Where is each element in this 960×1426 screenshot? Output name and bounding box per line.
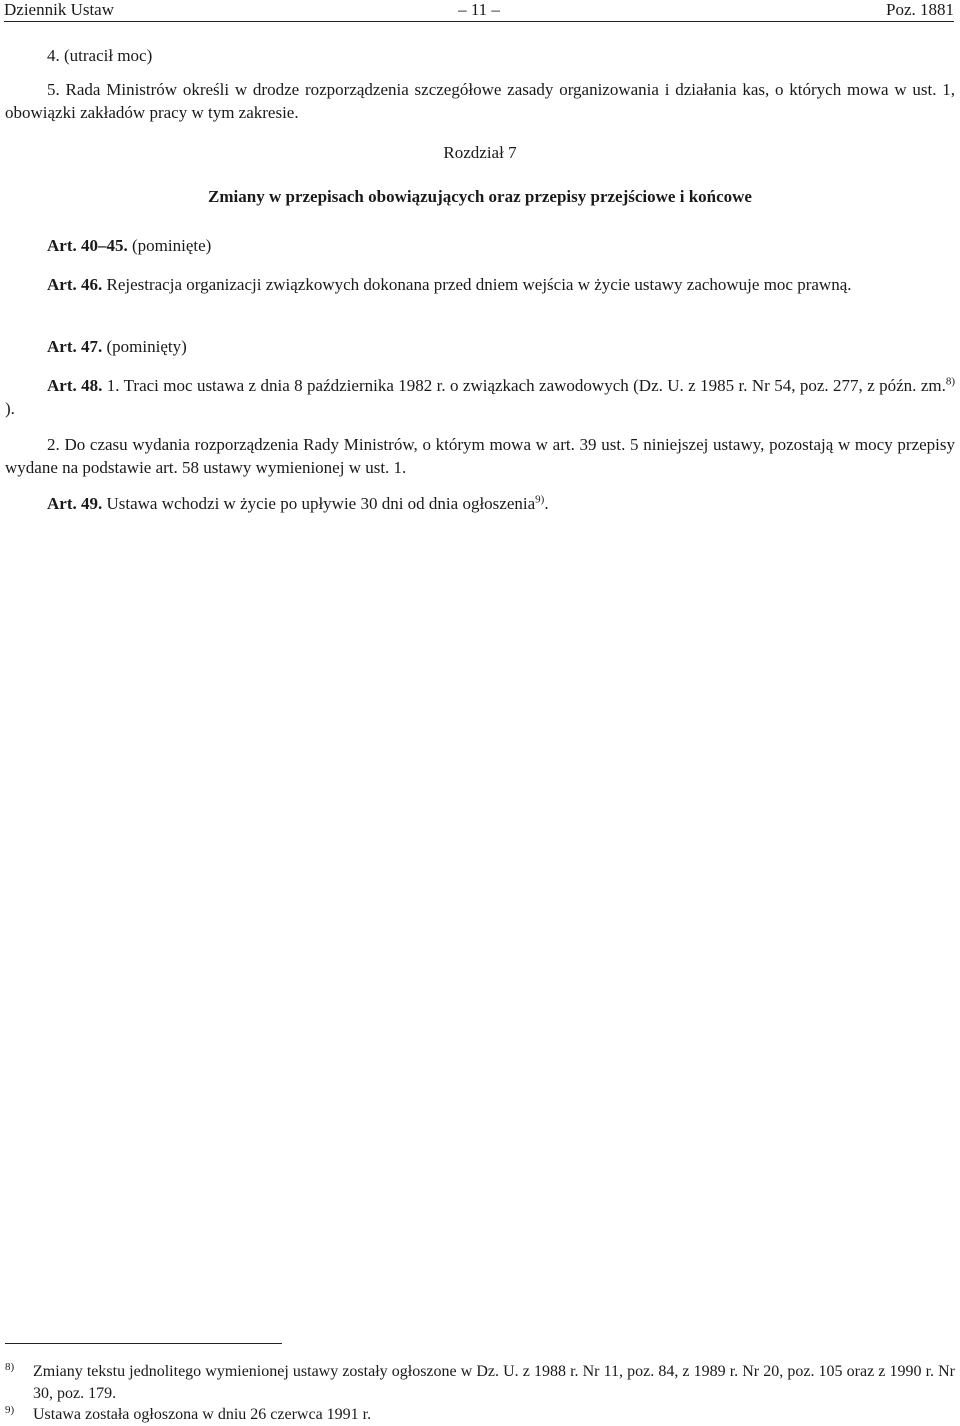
article-text: 1. Traci moc ustawa z dnia 8 października 1982 r. o związkach zawodowych (Dz. U. z 1985 r. Nr 54, poz. 277, z późn. zm. — [102, 376, 946, 395]
footnote-9 — [5, 1404, 955, 1426]
page-header — [4, 0, 954, 22]
chapter-title: Zmiany w przepisach obowiązujących oraz przepisy przejściowe i końcowe — [208, 187, 752, 206]
footnote-text: Ustawa została ogłoszona w dniu 26 czerwca 1991 r. — [33, 1406, 372, 1423]
page-number: – 11 – — [458, 0, 500, 19]
position-number: Poz. 1881 — [886, 0, 954, 19]
footnote-mark: 9) — [5, 1404, 15, 1416]
article-text: Rejestracja organizacji związkowych dokonana przed dniem wejścia w życie ustawy zachowuje moc prawną. — [102, 275, 852, 294]
journal-name: Dziennik Ustaw — [4, 0, 115, 19]
article-48-ust-2: 2. Do czasu wydania rozporządzenia Rady Ministrów, o którym mowa w art. 39 ust. 5 niniejszej ustawy, pozostają w mocy przepisy wydane na podstawie art. 58 ustawy wymienionej w ust. 1. — [5, 435, 955, 477]
article-text-end: ). — [5, 399, 15, 418]
footnote-ref-9[interactable]: 9) — [535, 493, 545, 506]
article-label: Art. 46. — [47, 275, 103, 294]
article-text-end: . — [544, 494, 549, 513]
article-label: Art. 49. — [47, 494, 103, 513]
article-label: Art. 48. — [47, 376, 103, 395]
article-text: (pominięte) — [127, 236, 212, 255]
article-47 — [5, 335, 955, 358]
paragraph-5: 5. Rada Ministrów określi w drodze rozporządzenia szczegółowe zasady organizowania i działania kas, o których mowa w ust. 1, obowiązki zakładów pracy w tym zakresie. — [5, 80, 955, 122]
chapter-number: Rozdział 7 — [443, 143, 517, 162]
article-text: Ustawa wchodzi w życie po upływie 30 dni od dnia ogłoszenia — [102, 494, 536, 513]
footnote-separator — [5, 1343, 282, 1344]
paragraph-4: 4. (utracił moc) — [47, 46, 153, 65]
footnote-text: Zmiany tekstu jednolitego wymienionej ustawy zostały ogłoszone w Dz. U. z 1988 r. Nr 11, poz. 84, z 1989 r. Nr 20, poz. 105 oraz z 1990 r. Nr 30, poz. 179. — [33, 1363, 955, 1402]
article-40-45 — [5, 234, 955, 257]
footnote-8 — [5, 1361, 955, 1405]
article-46 — [5, 273, 955, 296]
article-49 — [5, 492, 955, 515]
footnote-mark: 8) — [5, 1361, 15, 1373]
article-48-ust-1 — [5, 374, 955, 420]
article-label: Art. 47. — [47, 337, 103, 356]
article-text: (pominięty) — [102, 337, 187, 356]
footnote-ref-8[interactable]: 8) — [945, 375, 956, 388]
article-label: Art. 40–45. — [47, 236, 128, 255]
